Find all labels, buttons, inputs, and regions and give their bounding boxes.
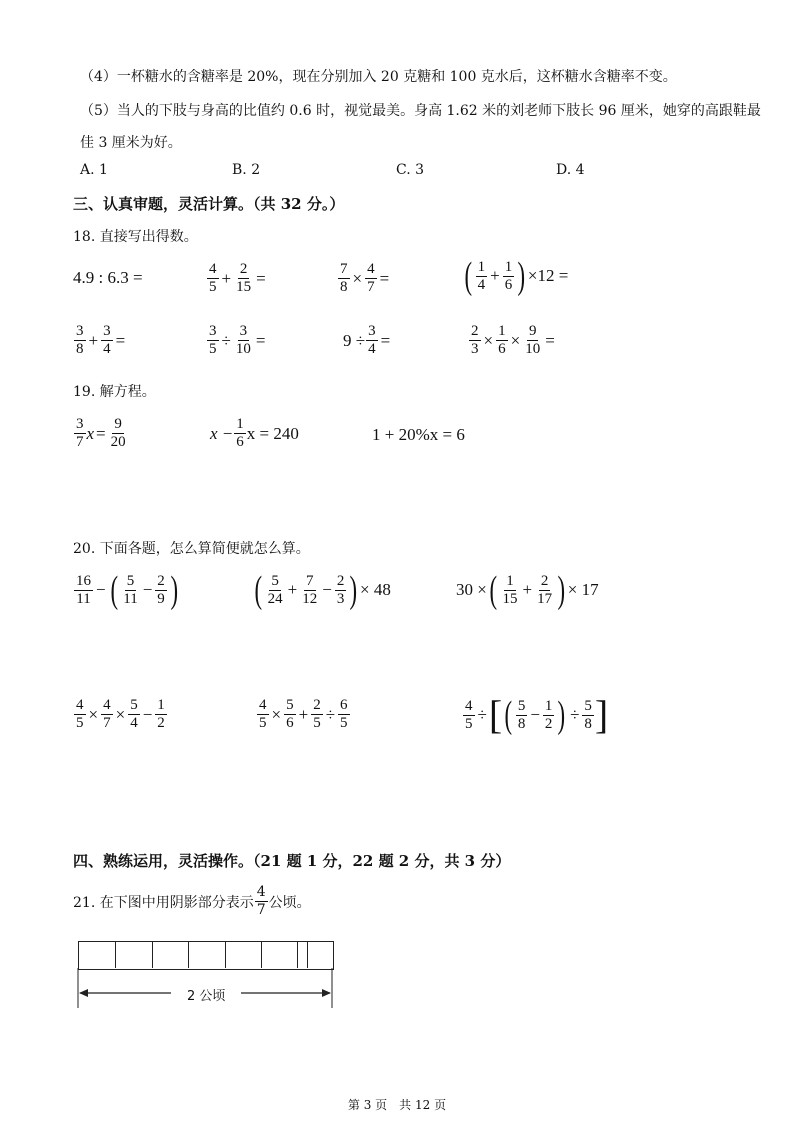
q21-text: 21. 在下图中用阴影部分表示 $\frac{4}{7}$ 公顷。 [73, 884, 311, 918]
q19-eq-2: x − $\frac{1}{6}$ x = 240 [210, 416, 299, 450]
q18-item-5: $\frac{3}{8}$ + $\frac{3}{4}$ = [76, 323, 126, 357]
q18-item-1: 4.9 : 6.3 = [73, 268, 143, 287]
q20-expr-6: $\frac{4}{5}$ ÷ [ ( $\frac{5}{8}$ − $\frac{1}{2}$ ) ÷ $\frac{5}{8}$ ] [465, 692, 609, 737]
strip-divider [152, 942, 153, 968]
choice-b: B. 2 [232, 162, 261, 178]
q18-item-2: $\frac{4}{5}$ + $\frac{2}{15}$ = [209, 261, 266, 295]
q18-item-3: $\frac{7}{8}$ × $\frac{4}{7}$ = [340, 261, 390, 295]
choice-a: A. 1 [80, 162, 108, 178]
q19-eq-3: 1 + 20%x = 6 [372, 425, 465, 444]
strip-divider [261, 942, 262, 968]
q4-text: （4）一杯糖水的含糖率是 20%，现在分别加入 20 克糖和 100 克水后，这杯糖水含糖率不变。 [80, 69, 677, 85]
q19-text: 19. 解方程。 [73, 384, 156, 400]
q20-expr-4: $\frac{4}{5}$ × $\frac{4}{7}$ × $\frac{5}{4}$ − $\frac{1}{2}$ [76, 697, 165, 731]
q5-choices [80, 162, 585, 178]
q19-eq-1: $\frac{3}{7}$ x = $\frac{9}{20}$ [76, 416, 126, 450]
q20-expr-5: $\frac{4}{5}$ × $\frac{5}{6}$ + $\frac{2}{5}$ ÷ $\frac{6}{5}$ [259, 697, 348, 731]
q5-text-line1: （5）当人的下肢与身高的比值约 0.6 时，视觉最美。身高 1.62 米的刘老师下肢长 96 厘米，她穿的高跟鞋最 [80, 103, 761, 119]
q18-item-6: $\frac{3}{5}$ ÷ $\frac{3}{10}$ = [209, 323, 266, 357]
strip-divider [115, 942, 116, 968]
section3-title: 三、认真审题，灵活计算。（共 32 分。） [73, 195, 345, 213]
q20-text: 20. 下面各题，怎么算简便就怎么算。 [73, 541, 310, 557]
choice-c: C. 3 [396, 162, 425, 178]
q18-item-4: ( $\frac{1}{4}$ + $\frac{1}{6}$ ) ×12 = [464, 255, 569, 297]
q20-expr-1: $\frac{16}{11}$ − ( $\frac{5}{11}$ − $\frac{2}{9}$ ) [76, 569, 178, 611]
hectare-strip[interactable] [78, 941, 334, 970]
strip-divider [188, 942, 189, 968]
q20-expr-3: 30 × ( $\frac{1}{15}$ + $\frac{2}{17}$ ) × 17 [456, 569, 599, 611]
q18-item-8: $\frac{2}{3}$ × $\frac{1}{6}$ × $\frac{9}{10}$ = [471, 323, 555, 357]
strip-divider [297, 942, 298, 968]
q5-text-line2: 佳 3 厘米为好。 [80, 135, 182, 151]
strip-divider [225, 942, 226, 968]
strip-divider [307, 942, 308, 968]
page-footer: 第 3 页 共 12 页 [347, 1098, 447, 1112]
choice-d: D. 4 [556, 162, 585, 178]
q18-text: 18. 直接写出得数。 [73, 229, 198, 245]
q18-item-7: 9 ÷ $\frac{3}{4}$ = [343, 323, 391, 357]
section4-title: 四、熟练运用，灵活操作。（21 题 1 分，22 题 2 分，共 3 分） [73, 852, 511, 870]
diagram-label: 2 公顷 [187, 989, 226, 1004]
q20-expr-2: ( $\frac{5}{24}$ + $\frac{7}{12}$ − $\frac{2}{3}$ ) × 48 [254, 569, 391, 611]
